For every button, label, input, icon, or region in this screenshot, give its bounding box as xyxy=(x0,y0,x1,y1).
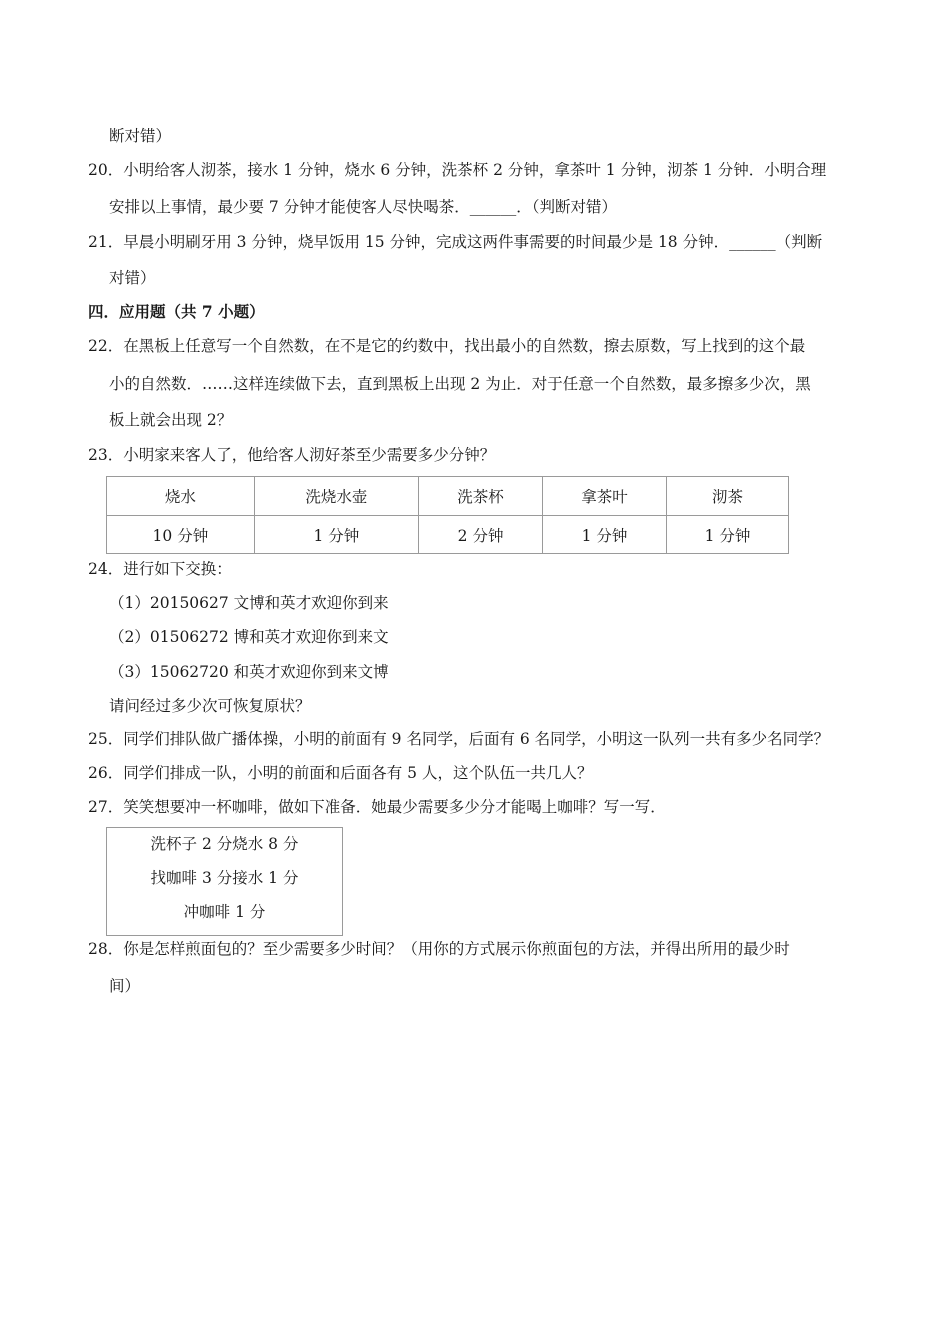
table-cell: 烧水 xyxy=(107,477,255,516)
section-heading: 四．应用题（共 7 小题） xyxy=(88,302,265,321)
q27-line: 27．笑笑想要冲一杯咖啡，做如下准备．她最少需要多少分才能喝上咖啡？写一写． xyxy=(88,798,666,816)
q28-line-1: 28．你是怎样煎面包的？至少需要多少时间？（用你的方式展示你煎面包的方法，并得出所用的最少时 xyxy=(88,940,790,958)
q28-line-2: 间） xyxy=(109,977,141,995)
coffee-step-row: 找咖啡 3 分接水 1 分 xyxy=(150,869,299,887)
q20-line-2: 安排以上事情，最少要 7 分钟才能使客人尽快喝茶．______．（判断对错） xyxy=(109,198,617,216)
table-row xyxy=(107,516,789,554)
coffee-step-row: 冲咖啡 1 分 xyxy=(183,903,266,921)
table-header-row xyxy=(107,477,789,516)
q26-line: 26．同学们排成一队，小明的前面和后面各有 5 人，这个队伍一共几人？ xyxy=(88,764,593,782)
table-cell: 1 分钟 xyxy=(254,516,418,554)
q24-item-3: （3）15062720 和英才欢迎你到来文博 xyxy=(109,663,389,681)
q25-line: 25．同学们排队做广播体操，小明的前面有 9 名同学，后面有 6 名同学，小明这一队列一共有多少名同学？ xyxy=(88,730,830,748)
table-cell: 拿茶叶 xyxy=(543,477,667,516)
q24-question: 请问经过多少次可恢复原状？ xyxy=(109,697,311,715)
tea-steps-table xyxy=(106,476,789,554)
coffee-steps-box xyxy=(106,827,343,936)
table-cell: 1 分钟 xyxy=(666,516,788,554)
q21-line-1: 21．早晨小明刷牙用 3 分钟，烧早饭用 15 分钟，完成这两件事需要的时间最少是 18 分钟．______（判断 xyxy=(88,233,823,251)
coffee-step-row: 洗杯子 2 分烧水 8 分 xyxy=(150,835,299,853)
q24-line: 24．进行如下交换： xyxy=(88,560,232,578)
table-cell: 洗茶杯 xyxy=(419,477,543,516)
table-cell: 2 分钟 xyxy=(419,516,543,554)
table-cell: 洗烧水壶 xyxy=(254,477,418,516)
q22-line-3: 板上就会出现 2？ xyxy=(109,411,233,429)
table-cell: 1 分钟 xyxy=(543,516,667,554)
q22-line-2: 小的自然数．……这样连续做下去，直到黑板上出现 2 为止．对于任意一个自然数，最多擦多少次，黑 xyxy=(109,375,811,393)
q22-line-1: 22．在黑板上任意写一个自然数，在不是它的约数中，找出最小的自然数，擦去原数，写上找到的这个最 xyxy=(88,337,806,355)
q20-line-1: 20．小明给客人沏茶，接水 1 分钟，烧水 6 分钟，洗茶杯 2 分钟，拿茶叶 1 分钟，沏茶 1 分钟．小明合理 xyxy=(88,161,827,179)
q21-line-2: 对错） xyxy=(109,269,156,287)
q23-line: 23．小明家来客人了，他给客人沏好茶至少需要多少分钟？ xyxy=(88,446,496,464)
q19-tail: 断对错） xyxy=(109,127,172,145)
q24-item-1: （1）20150627 文博和英才欢迎你到来 xyxy=(109,594,389,612)
table-cell: 沏茶 xyxy=(666,477,788,516)
q24-item-2: （2）01506272 博和英才欢迎你到来文 xyxy=(109,628,389,646)
table-cell: 10 分钟 xyxy=(107,516,255,554)
